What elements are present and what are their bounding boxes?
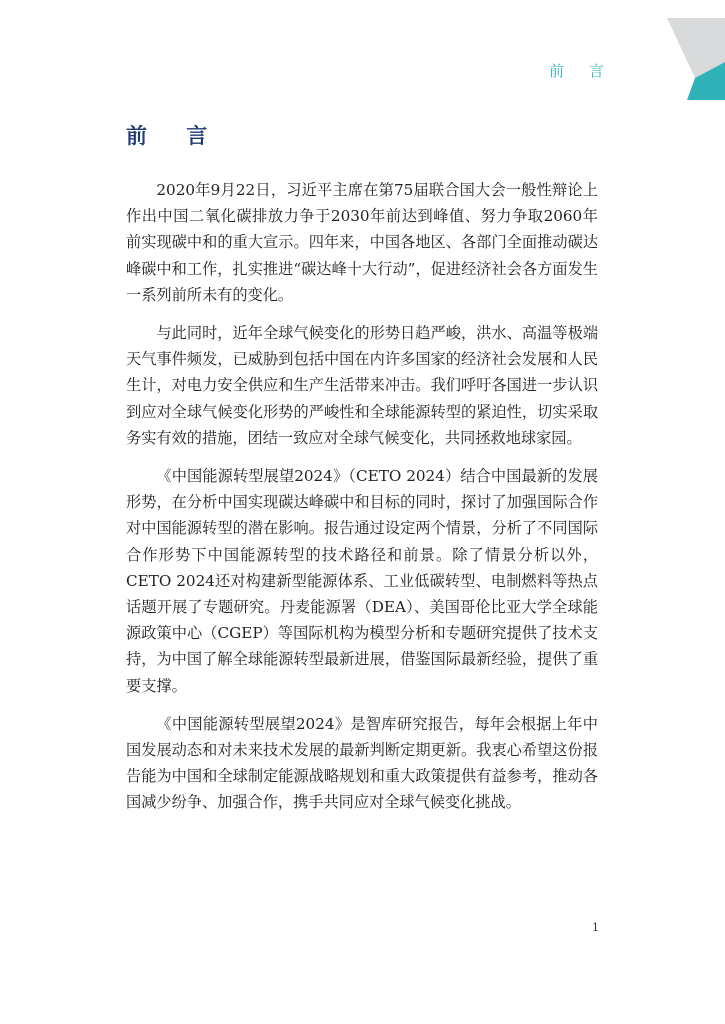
running-header: 前 言 bbox=[549, 62, 614, 80]
page-number: 1 bbox=[592, 921, 599, 934]
paragraph-4: 《中国能源转型展望2024》是智库研究报告，每年会根据上年中国发展动态和对未来技术发展的最新判断定期更新。我衷心希望这份报告能为中国和全球制定能源战略规划和重大政策提供有益参考，推动各国减少纷争、加强合作，携手共同应对全球气候变化挑战。 bbox=[126, 714, 598, 812]
paragraph-1: 2020年9月22日，习近平主席在第75届联合国大会一般性辩论上作出中国二氧化碳排放力争于2030年前达到峰值、努力争取2060年前实现碳中和的重大宣示。四年来，中国各地区、各部门全面推动碳达峰碳中和工作，扎实推进“碳达峰十大行动”，促进经济社会各方面发生一系列前所未有的变化。 bbox=[126, 181, 598, 304]
corner-decoration-icon bbox=[625, 0, 725, 110]
paragraph-2: 与此同时，近年全球气候变化的形势日趋严峻，洪水、高温等极端天气事件频发，已威胁到包括中国在内许多国家的经济社会发展和人民生计，对电力安全供应和生产生活带来冲击。我们呼吁各国进一步认识到应对全球气候变化形势的严峻性和全球能源转型的紧迫性，切实采取务实有效的措施，团结一致应对全球气候变化，共同拯救地球家园。 bbox=[126, 324, 598, 447]
paragraph-3: 《中国能源转型展望2024》（CETO 2024）结合中国最新的发展形势，在分析中国实现碳达峰碳中和目标的同时，探讨了加强国际合作对中国能源转型的潜在影响。报告通过设定两个情景，分析了不同国际合作形势下中国能源转型的技术路径和前景。除了情景分析以外，CETO 2024还对构建新型能源体系、工业低碳转型、电制燃料等热点话题开展了专题研究。丹麦能源署（DEA）、美国哥伦比亚大学全球能源政策中心（CGEP）等国际机构为模型分析和专题研究提供了技术支持，为中国了解全球能源转型最新进展，借鉴国际最新经验，提供了重要支撑。 bbox=[126, 467, 598, 695]
body-text bbox=[126, 177, 598, 828]
page-title: 前 言 bbox=[126, 124, 224, 148]
